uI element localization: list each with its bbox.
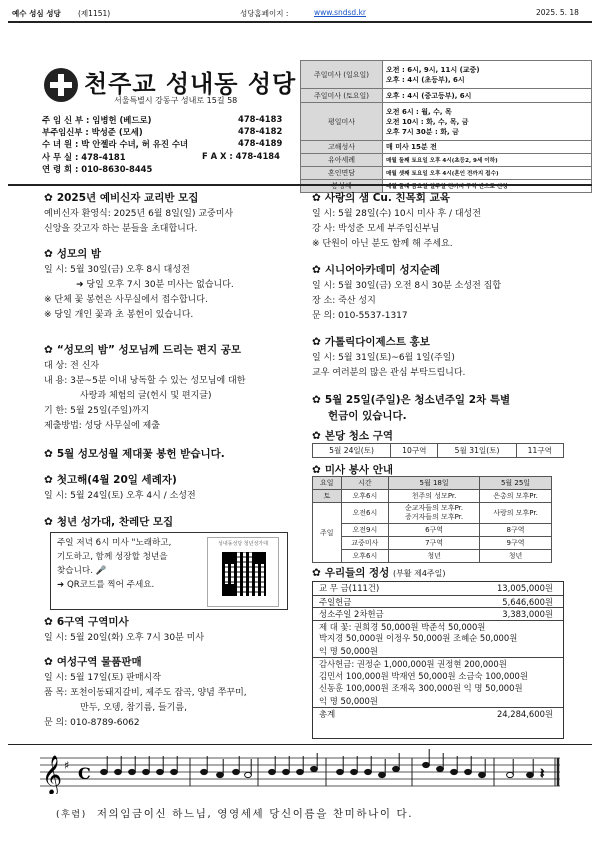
mass-row-value: 매월 둘째 금요일 일주일 전까지 구역 반으로 신청 xyxy=(383,180,592,193)
hymn-staff xyxy=(40,748,560,794)
flower-bullet-icon: ✿ xyxy=(312,567,321,579)
section-line: ※ 단체 꽃 봉헌은 사무실에서 접수합니다. xyxy=(44,295,208,305)
note-head xyxy=(201,769,208,774)
offer-amount: 5,646,600원 xyxy=(502,596,553,607)
note-head xyxy=(507,772,514,777)
table-cell: 10구역 xyxy=(391,444,438,458)
staff-row xyxy=(42,126,296,138)
staff-label: 사 무 실 : 478-4181 xyxy=(42,151,126,162)
staff-phone: 478-4183 xyxy=(238,114,283,124)
section-catechumen xyxy=(44,190,233,236)
section-line: 기 한: 5월 25일(주일)까지 xyxy=(44,406,150,416)
staff-row xyxy=(42,163,296,175)
table-cell: 사랑의 모후Pr. xyxy=(480,503,552,524)
section-line: 주일 저녁 6시 미사 "노래하고, xyxy=(57,538,172,548)
arrow-bullet-icon: ➜ xyxy=(57,580,67,590)
section-title: 6구역 구역미사 xyxy=(56,616,129,628)
rest-icon: 𝄽 xyxy=(540,766,545,782)
note-head xyxy=(233,769,240,774)
table-cell: 청년 xyxy=(389,550,480,563)
mass-service-table xyxy=(312,476,552,563)
qr-code[interactable] xyxy=(207,537,279,607)
section-title: 청년 성가대, 찬레단 모집 xyxy=(56,516,174,528)
homepage-label: 성당홈페이지 : xyxy=(240,9,289,18)
cross-logo-icon xyxy=(44,68,78,102)
hymn-lyrics xyxy=(56,806,413,821)
table-header: 5월 18일 xyxy=(389,477,480,490)
top-bar xyxy=(8,6,592,20)
table-header: 시간 xyxy=(341,477,389,490)
section-title: 첫고해(4월 20일 세례자) xyxy=(56,474,177,486)
section-district-mass xyxy=(44,614,204,645)
note-head xyxy=(171,769,178,774)
section-line: 일 시: 5월 20일(화) 오후 7시 30분 미사 xyxy=(44,633,205,643)
section-line: 일 시: 5월 31일(토)~6월 1일(주일) xyxy=(312,353,455,363)
section-title: 2025년 예비신자 교리반 모집 xyxy=(56,192,199,204)
hymn-text: 저의임금이신 하느님, 영영세세 당신이름을 찬미하나이 다. xyxy=(96,808,414,820)
offer-line: 김민서 100,000원 박재연 50,000원 소금숙 100,000원 xyxy=(319,670,528,681)
flower-bullet-icon: ✿ xyxy=(44,344,53,356)
section-title: 성모의 밤 xyxy=(56,248,102,260)
staff-phone: F A X : 478-4184 xyxy=(202,150,280,161)
mass-row-header: 평일미사 xyxy=(301,103,383,141)
section-line: 교우 여러분의 많은 관심 부탁드립니다. xyxy=(312,368,466,378)
mass-row-value: 오전 6시 : 월, 수, 목 오전 10시 : 화, 수, 목, 금 오후 7시 30분 : 화, 금 xyxy=(383,103,592,141)
section-line: 당일 오후 7시 30분 미사는 없습니다. xyxy=(86,280,234,290)
flower-bullet-icon: ✿ xyxy=(312,430,321,442)
section-title: 미사 봉사 안내 xyxy=(324,464,393,476)
section-line: 강 사: 박성준 모세 부주임신부님 xyxy=(312,224,440,234)
note-head xyxy=(269,769,276,774)
note-head xyxy=(437,766,444,771)
staff-label: 연 령 회 : 010-8630-8445 xyxy=(42,163,153,174)
section-title: 5월 성모성월 제대꽃 봉헌 받습니다. xyxy=(56,448,225,460)
table-cell: 5월 24일(토) xyxy=(313,444,391,458)
note-head xyxy=(479,772,486,777)
offer-line: 신동훈 100,000원 조재옥 300,000원 익 명 50,000원 xyxy=(319,683,523,693)
flower-bullet-icon: ✿ xyxy=(312,464,321,476)
flower-bullet-icon: ✿ xyxy=(312,394,321,406)
offer-amount: 3,383,000원 xyxy=(502,609,553,619)
section-line: 일 시: 5월 28일(수) 10시 미사 후 / 대성전 xyxy=(312,209,481,219)
section-line: 일 시: 5월 30일(금) 오후 8시 대성전 xyxy=(44,265,190,275)
hymn-label: (후렴) xyxy=(56,810,87,820)
mass-row-header: 혼인면담 xyxy=(301,167,383,180)
staff-contacts xyxy=(42,114,296,175)
table-cell: 9구역 xyxy=(480,537,552,550)
section-title: 사랑의 샘 Cu. 친목회 교육 xyxy=(324,192,450,204)
masthead-divider xyxy=(8,184,592,186)
note-head xyxy=(351,769,358,774)
note-head xyxy=(297,769,304,774)
section-line: ※ 당일 개인 꽃과 초 봉헌이 있습니다. xyxy=(44,310,194,320)
table-cell: 천주의 성모Pr. xyxy=(389,490,480,503)
offer-label: 교 무 금(111건) xyxy=(319,583,380,593)
mass-schedule-table xyxy=(300,60,592,193)
offer-label: 총계 xyxy=(319,709,336,719)
section-line: 일 시: 5월 17일(토) 판매시작 xyxy=(44,673,161,683)
section-line: 제출방법: 성당 사무실에 제출 xyxy=(44,421,160,431)
mass-row-header: 봉성체 xyxy=(301,180,383,193)
section-cu-education xyxy=(312,190,481,251)
note-head xyxy=(101,769,108,774)
mass-row-value: 매 미사 15분 전 xyxy=(383,141,592,154)
section-line: 문 의: 010-8789-6062 xyxy=(44,718,140,728)
flower-bullet-icon: ✿ xyxy=(44,248,53,260)
note-head xyxy=(283,769,290,774)
note-head xyxy=(365,769,372,774)
note-head xyxy=(527,772,534,777)
offer-amount: 13,005,000원 xyxy=(496,583,553,593)
staff-label: 주 임 신 부 : 임병헌 (베드로) xyxy=(42,115,152,125)
table-cell: 11구역 xyxy=(516,444,563,458)
flower-bullet-icon: ✿ xyxy=(44,192,53,204)
section-marian-night xyxy=(44,246,234,322)
staff-phone: 478-4189 xyxy=(238,138,283,149)
mass-row-value: 오후 : 4시 (중고등부), 6시 xyxy=(383,89,592,103)
offerings-box xyxy=(312,581,564,739)
flower-bullet-icon: ✿ xyxy=(44,516,53,528)
table-cell: 8구역 xyxy=(480,524,552,537)
issue-number: (제1151) xyxy=(78,9,111,18)
section-first-confession xyxy=(44,472,196,503)
table-cell: 은총의 모후Pr. xyxy=(480,490,552,503)
offer-line: 익 명 50,000원 xyxy=(319,645,378,656)
section-title: 가톨릭다이제스트 홍보 xyxy=(324,336,430,348)
section-altar-flowers xyxy=(44,446,225,462)
staff-row xyxy=(42,138,296,150)
offer-line: 박지경 50,000원 이정우 50,000원 조혜순 50,000원 xyxy=(319,633,518,643)
flower-bullet-icon: ✿ xyxy=(312,336,321,348)
table-cell: 6구역 xyxy=(389,524,480,537)
note-head xyxy=(245,772,252,777)
mass-row-header: 주일미사 (토요일) xyxy=(301,89,383,103)
issue-date: 2025. 5. 18 xyxy=(536,8,579,17)
section-line: 일 시: 5월 30일(금) 오전 8시 30분 소성전 집합 xyxy=(312,281,502,291)
table-cell: 7구역 xyxy=(389,537,480,550)
section-pilgrimage xyxy=(312,262,501,323)
offer-label: 성소주일 2차헌금 xyxy=(319,609,384,619)
note-head xyxy=(129,769,136,774)
page-title: 천주교 성내동 성당 xyxy=(84,70,297,98)
mass-row-header: 유아세례 xyxy=(301,154,383,167)
staff-phone: 478-4182 xyxy=(238,126,283,137)
table-cell: 5월 31일(토) xyxy=(438,444,516,458)
section-line: 내 용: 3분~5분 이내 낭독할 수 있는 성모님에 대한 xyxy=(44,376,246,386)
section-letter-contest xyxy=(44,342,245,433)
section-line: 만두, 오뎅, 참기름, 들기름, xyxy=(80,703,187,713)
youth-choir-box xyxy=(50,532,288,610)
note-head xyxy=(115,769,122,774)
staff-label: 수 녀 원 : 박 안젤라 수녀, 허 유진 수녀 xyxy=(42,139,189,150)
table-cell: 오전6시 xyxy=(341,503,389,524)
table-header: 요일 xyxy=(313,477,342,490)
section-cleaning xyxy=(312,428,564,458)
table-cell: 교중미사 xyxy=(341,537,389,550)
staff-row xyxy=(42,114,296,126)
section-title: 우리들의 정성 xyxy=(324,567,390,579)
arrow-bullet-icon: ➜ xyxy=(76,280,87,290)
section-line: 장 소: 죽산 성지 xyxy=(312,296,376,306)
offer-line: 감사헌금: 권정순 1,000,000원 권정현 200,000원 xyxy=(313,657,563,670)
mass-row-header: 주일미사 (일요일) xyxy=(301,61,383,89)
section-line: 대 상: 전 신자 xyxy=(44,361,100,371)
note-head xyxy=(379,772,386,777)
sharp-icon: ♯ xyxy=(64,759,70,772)
offer-line: 익 명 50,000원 xyxy=(319,695,378,706)
table-cell: 순교자들의 모후Pr. 증거자들의 모후Pr. xyxy=(389,503,480,524)
table-cell: 주일 xyxy=(313,503,342,563)
section-line: 사랑과 체험의 글(헌시 및 편지글) xyxy=(80,391,212,401)
staff-label: 부주임신부 : 박성준 (모세) xyxy=(42,127,143,138)
section-title: 본당 청소 구역 xyxy=(324,430,393,442)
offer-line: 제 대 꽃: 권희경 50,000원 박준석 50,000원 xyxy=(313,620,563,633)
flower-bullet-icon: ✿ xyxy=(312,192,321,204)
section-title: 5월 25일(주일)은 청소년주일 2차 특별 xyxy=(324,394,511,406)
note-head xyxy=(217,772,224,777)
section-goods-sale xyxy=(44,654,247,730)
treble-clef-icon: 𝄞 xyxy=(42,755,63,794)
mass-row-value: 오전 : 6시, 9시, 11시 (교중) 오후 : 4시 (초등부), 6시 xyxy=(383,61,592,89)
section-title: 여성구역 물품판매 xyxy=(56,656,142,668)
table-cell: 오후6시 xyxy=(341,550,389,563)
note-head xyxy=(423,762,430,767)
note-head xyxy=(393,766,400,771)
section-line: 신앙을 갖고자 하는 분들을 초대합니다. xyxy=(44,224,198,234)
common-time-icon: C xyxy=(78,764,91,783)
singer-icon: 🎤 xyxy=(95,566,107,576)
flower-bullet-icon: ✿ xyxy=(44,474,53,486)
church-address: 서울특별시 강동구 성내로 15길 58 xyxy=(114,96,238,105)
table-cell: 청년 xyxy=(480,550,552,563)
section-title: “성모의 밤” 성모님께 드리는 편지 공모 xyxy=(56,344,242,356)
section-youth-choir xyxy=(44,514,173,530)
note-head xyxy=(337,769,344,774)
cleaning-table xyxy=(312,443,564,458)
offer-amount: 24,284,600원 xyxy=(496,709,553,719)
section-line: 일 시: 5월 24일(토) 오후 4시 / 소성전 xyxy=(44,491,196,501)
table-header: 5월 25일 xyxy=(480,477,552,490)
mass-row-value: 매월 둘째 토요일 오후 4시(초등2, 9세 이하) xyxy=(383,154,592,167)
section-line: 헌금이 있습니다. xyxy=(328,410,407,422)
section-line: QR코드를 찍어 주세요. xyxy=(66,580,155,590)
flower-bullet-icon: ✿ xyxy=(44,656,53,668)
offer-label: 주일헌금 xyxy=(319,596,352,607)
section-title: 시니어아카데미 성지순례 xyxy=(324,264,441,276)
note-head xyxy=(311,766,318,771)
mass-row-header: 고해성사 xyxy=(301,141,383,154)
section-mass-service xyxy=(312,462,552,563)
section-line: 품 목: 포천이동돼지갈비, 제주도 잡곡, 양념 쭈꾸미, xyxy=(44,688,247,698)
section-line: ※ 단원이 아닌 분도 함께 해 주세요. xyxy=(312,239,453,249)
table-cell: 토 xyxy=(313,490,342,503)
music-divider xyxy=(8,744,592,745)
qr-caption: 성내동성당 청년성가대 xyxy=(218,541,268,547)
section-line: 찾습니다. xyxy=(57,566,93,576)
parish-short-name: 예수 성심 성당 xyxy=(12,9,61,18)
section-digest xyxy=(312,334,465,380)
flower-bullet-icon: ✿ xyxy=(44,448,53,460)
flower-bullet-icon: ✿ xyxy=(312,264,321,276)
note-head xyxy=(143,769,150,774)
note-head xyxy=(465,769,472,774)
section-youth-sunday xyxy=(312,392,510,424)
section-line: 기도하고, 함께 성장할 청년을 xyxy=(57,552,168,562)
qr-code-icon xyxy=(222,552,266,596)
note-head xyxy=(451,769,458,774)
flower-bullet-icon: ✿ xyxy=(44,616,53,628)
staff-row xyxy=(42,151,296,163)
table-cell: 오전9시 xyxy=(341,524,389,537)
section-offerings xyxy=(312,565,446,581)
section-line: 예비신자 환영식: 2025년 6월 8일(일) 교중미사 xyxy=(44,209,234,219)
section-line: 문 의: 010-5537-1317 xyxy=(312,311,408,321)
mass-row-value: 매월 셋째 토요일 오후 4시(혼인 전까지 접수) xyxy=(383,167,592,180)
section-subtitle: (부활 제4주일) xyxy=(392,569,446,578)
top-divider xyxy=(8,21,592,23)
table-cell: 오후6시 xyxy=(341,490,389,503)
homepage-link[interactable]: www.sndsd.kr xyxy=(314,8,366,17)
note-head xyxy=(157,769,164,774)
